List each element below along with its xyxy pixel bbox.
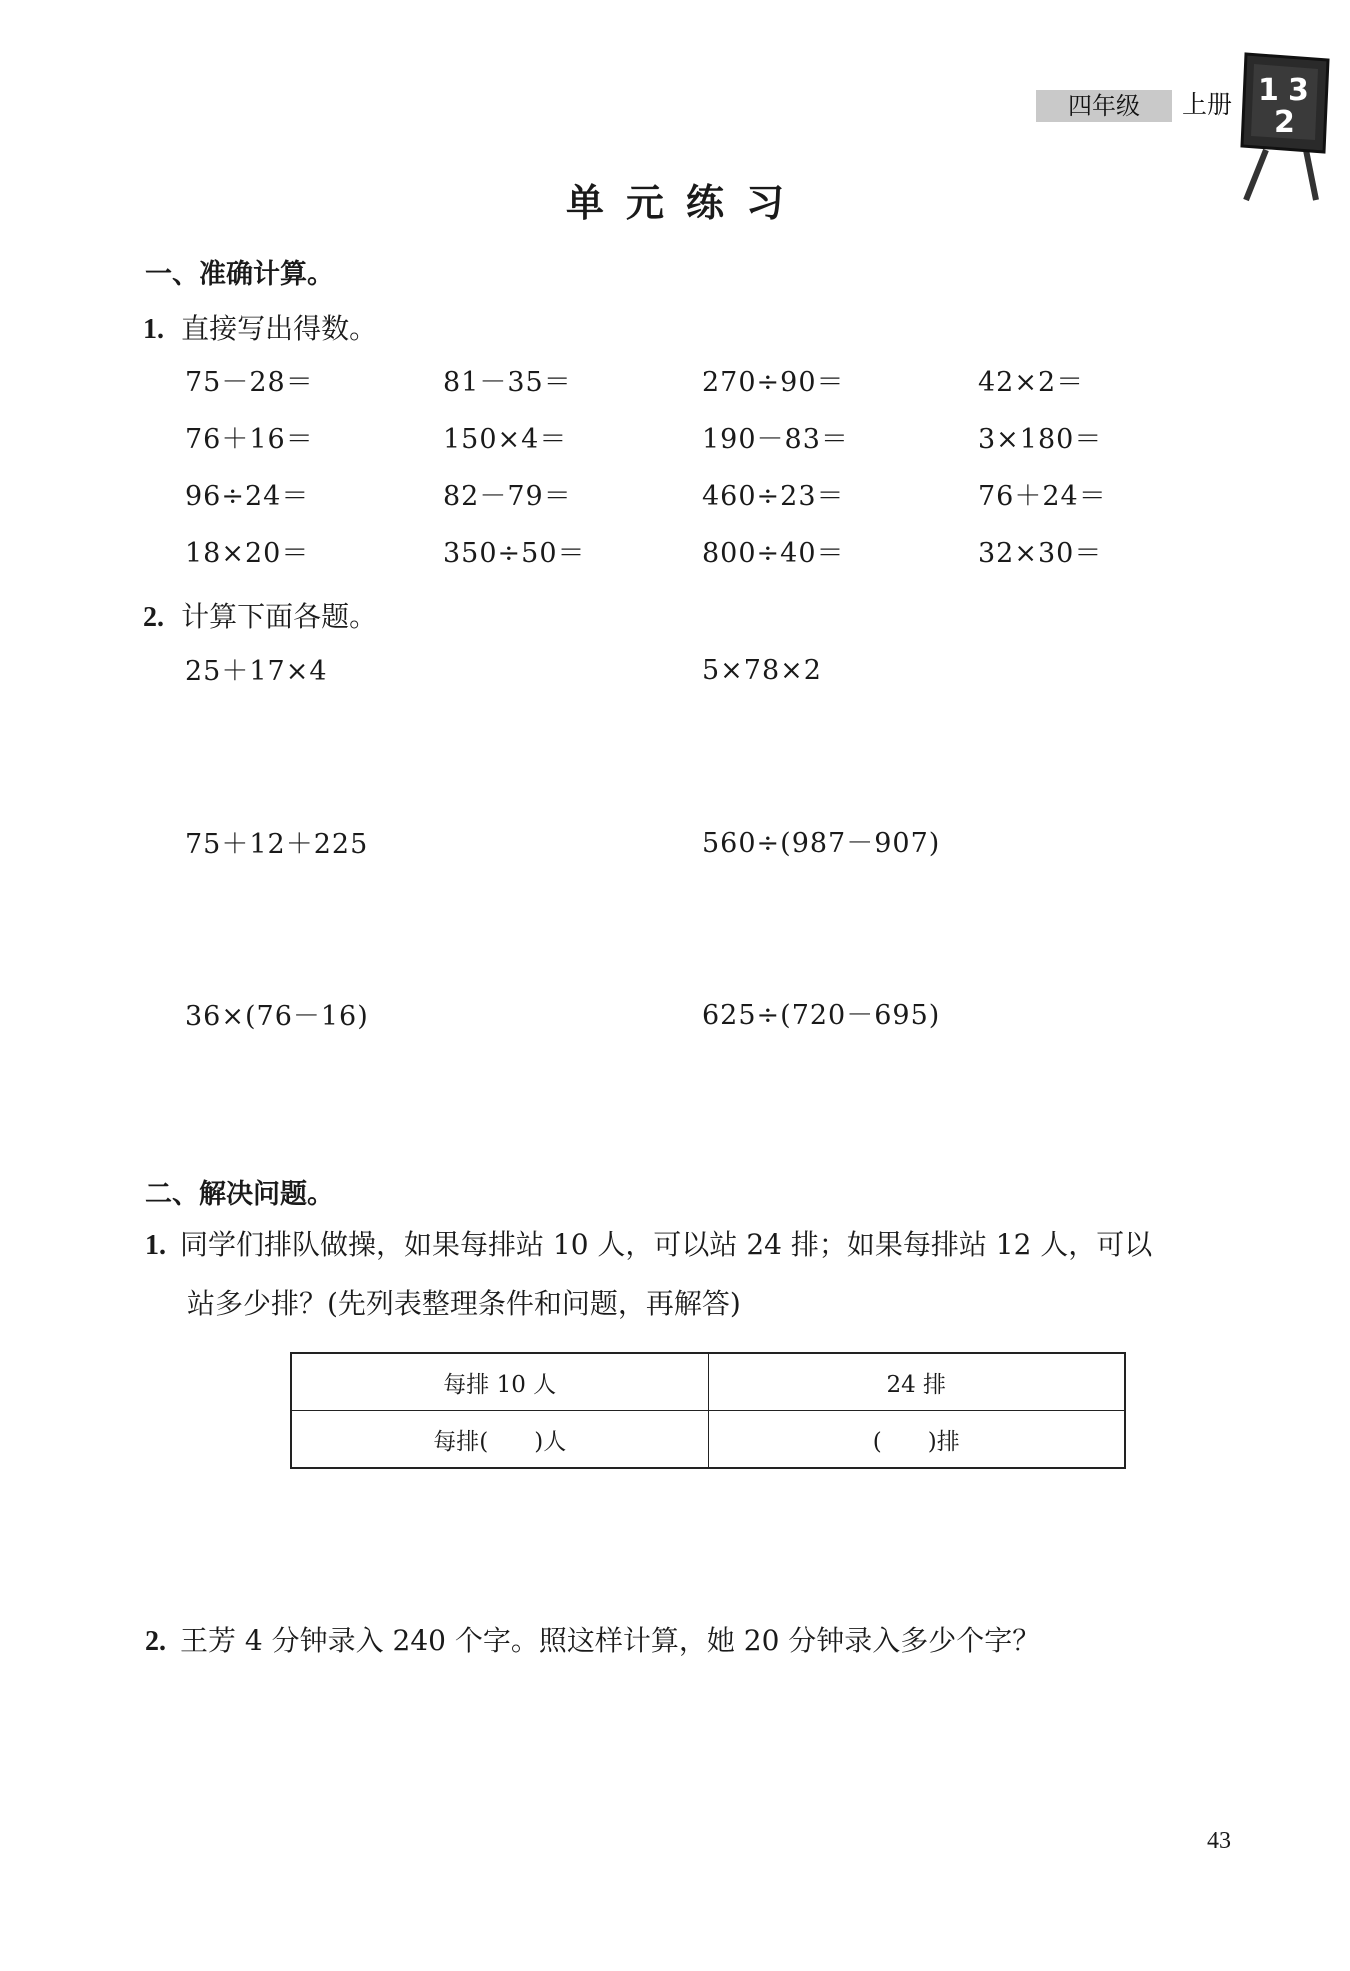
calc-problem: 36×(76－16) bbox=[185, 1001, 369, 1032]
calc-item: 81－35＝ bbox=[443, 367, 572, 398]
calc-item: 18×20＝ bbox=[185, 538, 310, 569]
board-digit-3: 3 bbox=[1288, 73, 1309, 108]
table-row bbox=[291, 1353, 1125, 1411]
calc-item: 76＋16＝ bbox=[185, 424, 314, 455]
board-digit-1: 1 bbox=[1258, 73, 1279, 108]
table-cell: 24 排 bbox=[708, 1353, 1125, 1411]
word-problem-1 bbox=[145, 1216, 1235, 1333]
calc-item: 800÷40＝ bbox=[702, 538, 845, 569]
page-title: 单元练习 bbox=[565, 181, 806, 225]
calc-item: 42×2＝ bbox=[978, 367, 1085, 398]
calc-problem: 25＋17×4 bbox=[185, 656, 328, 687]
calc-item: 32×30＝ bbox=[978, 538, 1103, 569]
grade-label: 四年级 bbox=[1036, 90, 1172, 122]
calc-item: 150×4＝ bbox=[443, 424, 568, 455]
question-number: 1. bbox=[145, 1230, 166, 1261]
problem-text-line2: 站多少排？(先列表整理条件和问题，再解答) bbox=[187, 1287, 741, 1320]
calc-item: 190－83＝ bbox=[702, 424, 849, 455]
calc-item: 82－79＝ bbox=[443, 481, 572, 512]
calc-item: 3×180＝ bbox=[978, 424, 1103, 455]
calc-item: 460÷23＝ bbox=[702, 481, 845, 512]
calc-item: 76＋24＝ bbox=[978, 481, 1107, 512]
question-1-2 bbox=[143, 597, 377, 641]
grid-row bbox=[185, 536, 1185, 576]
calc-problem: 560÷(987－907) bbox=[702, 828, 941, 859]
volume-label: 上册 bbox=[1182, 90, 1233, 119]
section1-heading: 一、准确计算。 bbox=[145, 259, 334, 290]
question-1-1 bbox=[143, 309, 377, 353]
calc-problem: 5×78×2 bbox=[702, 655, 822, 686]
problem-text-line1: 同学们排队做操，如果每排站 10 人，可以站 24 排；如果每排站 12 人，可以 bbox=[180, 1228, 1153, 1261]
calc-item: 75－28＝ bbox=[185, 367, 314, 398]
table-row bbox=[291, 1411, 1125, 1469]
page-number: 43 bbox=[1207, 1828, 1231, 1854]
question-number: 1. bbox=[143, 314, 164, 345]
problem-line bbox=[145, 1275, 1235, 1333]
table-cell-blank[interactable]: ( )排 bbox=[708, 1411, 1125, 1469]
grid-row bbox=[185, 422, 1185, 462]
board-digit-2: 2 bbox=[1274, 105, 1295, 140]
word-problem-2 bbox=[145, 1612, 1235, 1671]
grid-row bbox=[185, 365, 1185, 405]
section2-heading: 二、解决问题。 bbox=[145, 1179, 334, 1210]
question-number: 2. bbox=[145, 1626, 166, 1657]
calc-problem: 75＋12＋225 bbox=[185, 829, 369, 860]
table-cell-blank[interactable]: 每排( )人 bbox=[291, 1411, 708, 1469]
question-number: 2. bbox=[143, 602, 164, 633]
calc-item: 96÷24＝ bbox=[185, 481, 310, 512]
grid-row bbox=[185, 479, 1185, 519]
calc-problem: 625÷(720－695) bbox=[702, 1000, 941, 1031]
condition-table bbox=[290, 1352, 1126, 1469]
calc-item: 270÷90＝ bbox=[702, 367, 845, 398]
question-text: 计算下面各题。 bbox=[181, 600, 378, 633]
question-text: 直接写出得数。 bbox=[181, 312, 378, 345]
calc-item: 350÷50＝ bbox=[443, 538, 586, 569]
table-cell: 每排 10 人 bbox=[291, 1353, 708, 1411]
problem-text: 王芳 4 分钟录入 240 个字。照这样计算，她 20 分钟录入多少个字？ bbox=[180, 1624, 1041, 1657]
problem-line bbox=[145, 1216, 1235, 1275]
